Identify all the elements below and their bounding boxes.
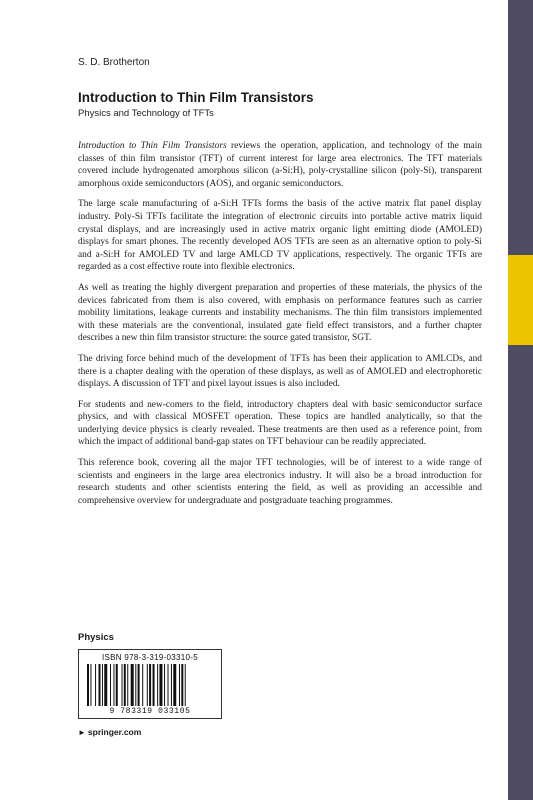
book-title: Introduction to Thin Film Transistors — [78, 90, 314, 105]
blurb-paragraph-6: This reference book, covering all the major TFT technologies, will be of interest to a wide range of scientists and engineers in the large area electronics industry. It will also be a broad introduction for research students and other scientists entering the field, as well as providing an accessible and comprehensive overview for undergraduate and postgraduate teaching programmes. — [78, 458, 482, 506]
blurb-paragraph-4: The driving force behind much of the development of TFTs has been their application to AMLCDs, and there is a chapter dealing with the operation of these displays, as well as of AMOLED and electrophoretic displays. A discussion of TFT and pixel layout issues is also included. — [78, 353, 482, 390]
blurb-paragraph-1 — [78, 140, 482, 190]
color-tab — [508, 255, 533, 345]
blurb-paragraph-5: For students and new-comers to the field, introductory chapters deal with basic semiconductor surface physics, and with classical MOSFET operation. These topics are handled analytically, so that the underlying device physics is clearly revealed. These treatments are then used as a reference point, from which the impact of additional band-gap states on TFT behaviour can be readily appreciated. — [78, 399, 482, 448]
barcode-icon — [87, 664, 215, 706]
arrow-right-icon: ► — [78, 728, 86, 737]
subject-category: Physics — [78, 632, 114, 643]
author-name: S. D. Brotherton — [78, 57, 150, 68]
blurb — [78, 140, 482, 515]
book-subtitle: Physics and Technology of TFTs — [78, 108, 214, 119]
blurb-paragraph-3: As well as treating the highly divergent preparation and properties of these materials, the physics of the devices fabricated from them is also covered, with emphasis on performance features such as carrier mobility limitations, leakage currents and instability mechanisms. The thin film transistors implemented with these materials are the conventional, insulated gate field effect transistors, and a further chapter describes a new thin film transistor structure: the source gated transistor, SGT. — [78, 282, 482, 344]
blurb-title-italic: Introduction to Thin Film Transistors — [78, 141, 227, 151]
isbn-barcode — [78, 649, 222, 719]
barcode-digits: 9 783319 033105 — [109, 707, 191, 716]
isbn-number: ISBN 978-3-319-03310-5 — [102, 653, 198, 662]
publisher-website[interactable] — [78, 727, 141, 737]
blurb-paragraph-1-text: reviews the operation, application, and technology of the main classes of thin film transistor (TFT) of current interest for large area electronics. The TFT materials covered include hydrogenated amorphous silicon (a-Si:H), poly-crystalline silicon (poly-Si), transparent amorphous oxide semiconductors (AOS), and organic semiconductors. — [78, 141, 482, 189]
blurb-paragraph-2: The large scale manufacturing of a-Si:H TFTs forms the basis of the active matrix flat panel display industry. Poly-Si TFTs facilitate the integration of electronic circuits into portable active matrix liquid crystal displays, and are increasingly used in active matrix organic light emitting diode (AMOLED) displays for smart phones. The recently developed AOS TFTs are seen as an alternative option to poly-Si and a-Si:H for AMOLED TV and large AMLCD TV applications, respectively. The organic TFTs are regarded as a cost effective route into flexible electronics. — [78, 199, 482, 273]
website-label: springer.com — [87, 727, 142, 737]
